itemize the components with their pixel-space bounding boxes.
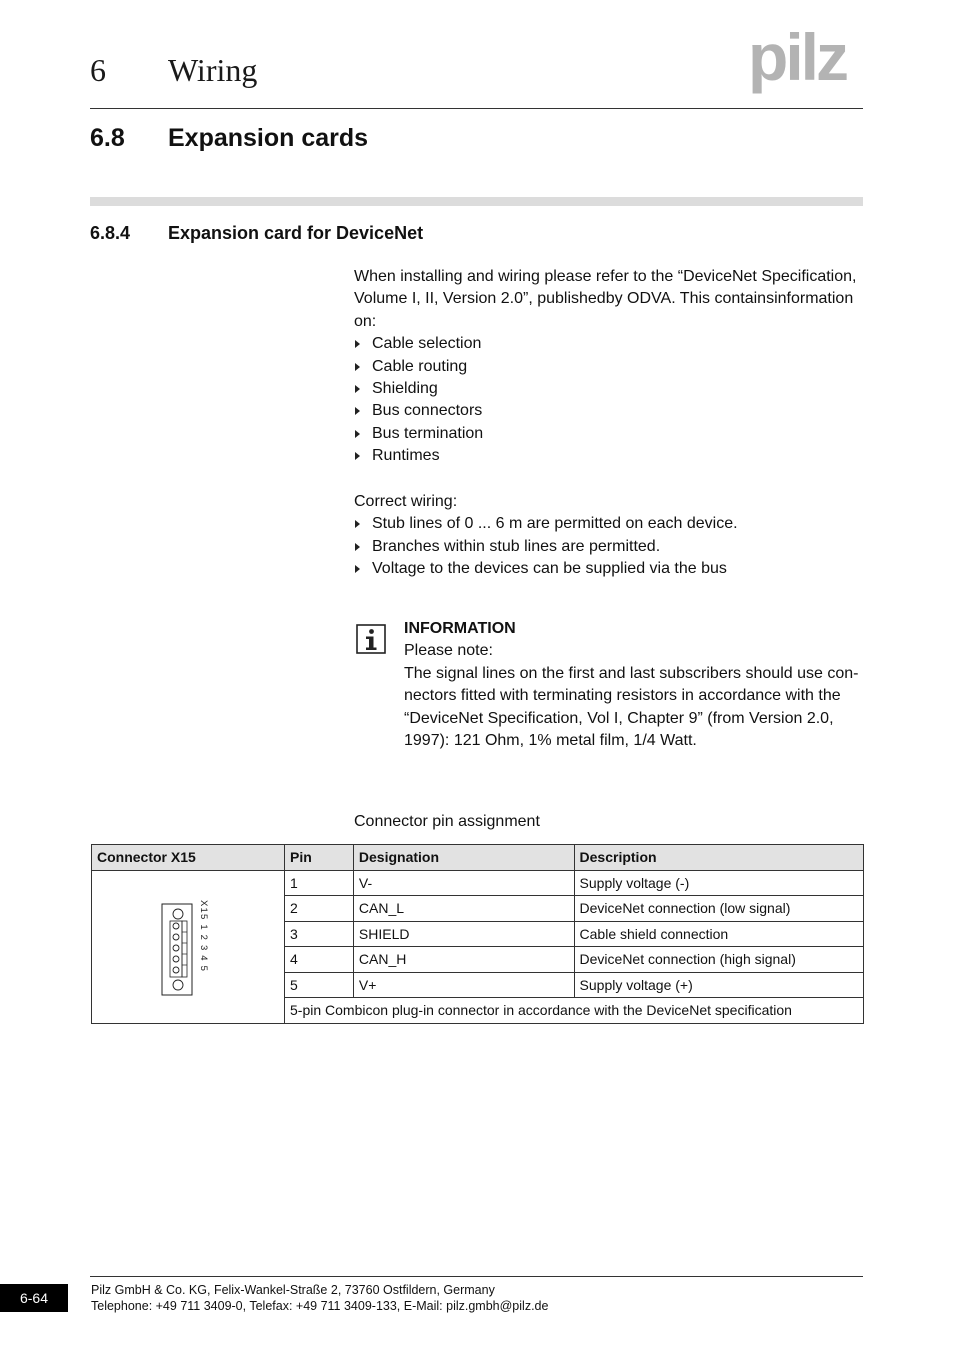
list-item: Bus termination — [354, 423, 866, 445]
subsection-title: Expansion card for DeviceNet — [168, 223, 424, 243]
footer-rule — [90, 1276, 863, 1277]
header-designation: Designation — [353, 845, 574, 871]
wiring-bullet-list — [354, 513, 866, 580]
pilz-logo — [748, 28, 866, 96]
connector-label: X15 1 2 3 4 5 — [198, 899, 209, 972]
table-row: 2 CAN_L DeviceNet connection (low signal) — [92, 896, 864, 922]
list-item: Shielding — [354, 378, 866, 400]
table-row: 4 CAN_H DeviceNet connection (high signal) — [92, 947, 864, 973]
table-row: 3 SHIELD Cable shield connection — [92, 921, 864, 947]
wiring-block — [354, 491, 866, 581]
bullet-arrow-icon — [355, 363, 360, 371]
list-item: Bus connectors — [354, 400, 866, 422]
table-row: X15 1 2 3 4 5 1 V- Supply voltage (-) — [92, 870, 864, 896]
section-title: Expansion cards — [168, 124, 369, 152]
subsection-number: 6.8.4 — [90, 223, 131, 243]
list-item: Cable selection — [354, 333, 866, 355]
list-item: Branches within stub lines are permitted. — [354, 536, 866, 558]
bullet-arrow-icon — [355, 565, 360, 573]
section-divider-bar — [90, 197, 863, 206]
header-pin: Pin — [285, 845, 354, 871]
page-number: 6-64 — [0, 1284, 68, 1312]
connector-pin-table — [91, 844, 864, 1024]
connector-diagram-cell — [92, 870, 285, 1023]
header-connector: Connector X15 — [92, 845, 285, 871]
footer-address: Pilz GmbH & Co. KG, Felix-Wankel-Straße 2, 73760 Ostfildern, Germany — [91, 1283, 495, 1297]
bullet-arrow-icon — [355, 385, 360, 393]
table-header-row — [92, 845, 864, 871]
bullet-arrow-icon — [355, 520, 360, 528]
information-block — [404, 618, 866, 752]
bullet-arrow-icon — [355, 340, 360, 348]
information-icon — [356, 624, 386, 654]
information-title: INFORMATION — [404, 620, 516, 637]
information-text: The signal lines on the first and last subscribers should use con-nectors fitted with terminating resistors in accordance with the “DeviceNet Specification, Vol I, Chapter 9” (from Version 2.0, 1997): 121 Ohm, 1% metal film, 1/4 Watt. — [404, 664, 859, 750]
table-footnote: 5-pin Combicon plug-in connector in accordance with the DeviceNet specification — [285, 998, 864, 1024]
list-item: Voltage to the devices can be supplied via the bus — [354, 558, 866, 580]
chapter-title: Wiring — [168, 52, 258, 88]
header-description: Description — [574, 845, 863, 871]
information-note: Please note: — [404, 642, 493, 660]
footer-contact: Telephone: +49 711 3409-0, Telefax: +49 711 3409-133, E-Mail: pilz.gmbh@pilz.de — [91, 1299, 549, 1313]
table-caption: Connector pin assignment — [354, 813, 540, 830]
bullet-arrow-icon — [355, 452, 360, 460]
logo-text: pilz — [748, 28, 846, 94]
intro-block — [354, 266, 866, 468]
wiring-heading: Correct wiring: — [354, 493, 458, 510]
list-item: Cable routing — [354, 356, 866, 378]
section-number: 6.8 — [90, 124, 125, 152]
table-row: 5 V+ Supply voltage (+) — [92, 972, 864, 998]
intro-bullet-list — [354, 333, 866, 467]
bullet-arrow-icon — [355, 407, 360, 415]
header-rule — [90, 108, 863, 109]
chapter-number: 6 — [90, 52, 106, 88]
intro-paragraph: When installing and wiring please refer to the “DeviceNet Specification, Volume I, II, Version 2.0”, publishedby ODVA. This containsinformation on: — [354, 268, 857, 330]
list-item: Stub lines of 0 ... 6 m are permitted on each device. — [354, 513, 866, 535]
connector-x15-diagram — [92, 872, 284, 1022]
bullet-arrow-icon — [355, 430, 360, 438]
list-item: Runtimes — [354, 445, 866, 467]
bullet-arrow-icon — [355, 543, 360, 551]
